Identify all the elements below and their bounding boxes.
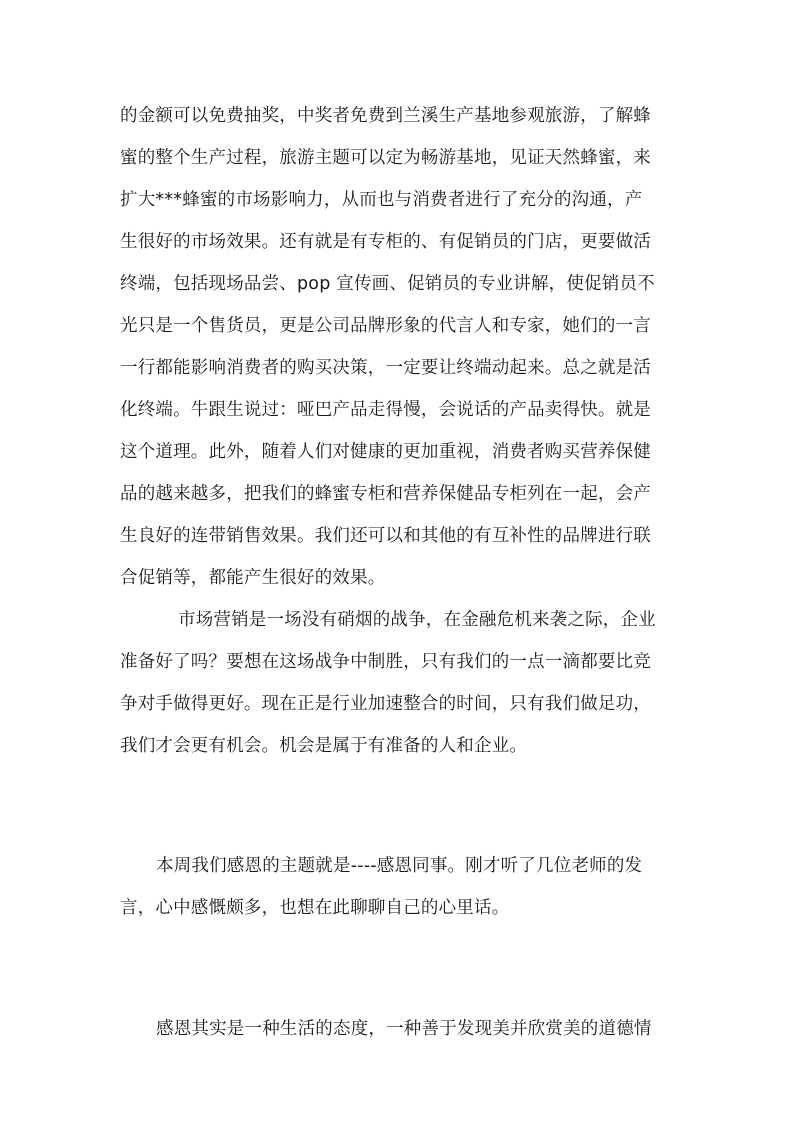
paragraph-1-line-6: 光只是一个售货员，更是公司品牌形象的代言人和专家，她们的一言 [120,316,651,336]
paragraph-1-line-10: 品的越来越多，把我们的蜂蜜专柜和营养保健品专柜列在一起，会产 [120,484,651,504]
paragraph-1-line-1: 的金额可以免费抽奖，中奖者免费到兰溪生产基地参观旅游，了解蜂 [120,106,651,126]
paragraph-1-line-9: 这个道理。此外，随着人们对健康的更加重视，消费者购买营养保健 [120,442,651,462]
paragraph-2-line-2: 准备好了吗？要想在这场战争中制胜，只有我们的一点一滴都要比竞 [120,652,651,672]
paragraph-1-line-7: 一行都能影响消费者的购买决策，一定要让终端动起来。总之就是活 [120,358,651,378]
paragraph-1-line-12: 合促销等，都能产生很好的效果。 [120,568,386,588]
paragraph-1-line-4: 生很好的市场效果。还有就是有专柜的、有促销员的门店，更要做活 [120,232,651,252]
paragraph-1-line-11: 生良好的连带销售效果。我们还可以和其他的有互补性的品牌进行联 [120,526,651,546]
paragraph-2-line-3: 争对手做得更好。现在正是行业加速整合的时间，只有我们做足功， [120,694,651,714]
paragraph-3-line-2: 言，心中感慨颇多，也想在此聊聊自己的心里话。 [120,898,510,918]
paragraph-4-line-1: 感恩其实是一种生活的态度，一种善于发现美并欣赏美的道德情 [156,1019,652,1039]
paragraph-2-line-1: 市场营销是一场没有硝烟的战争，在金融危机来袭之际，企业 [178,610,656,630]
paragraph-1-line-8: 化终端。牛跟生说过：哑巴产品走得慢，会说话的产品卖得快。就是 [120,400,651,420]
paragraph-2-line-4: 我们才会更有机会。机会是属于有准备的人和企业。 [120,736,528,756]
paragraph-3-line-1: 本周我们感恩的主题就是----感恩同事。刚才听了几位老师的发 [156,856,643,876]
paragraph-1-line-2: 蜜的整个生产过程，旅游主题可以定为畅游基地，见证天然蜂蜜，来 [120,148,651,168]
paragraph-1-line-3: 扩大***蜂蜜的市场影响力，从而也与消费者进行了充分的沟通，产 [120,190,643,210]
paragraph-1-line-5: 终端，包括现场品尝、pop 宣传画、促销员的专业讲解，使促销员不 [120,274,655,294]
